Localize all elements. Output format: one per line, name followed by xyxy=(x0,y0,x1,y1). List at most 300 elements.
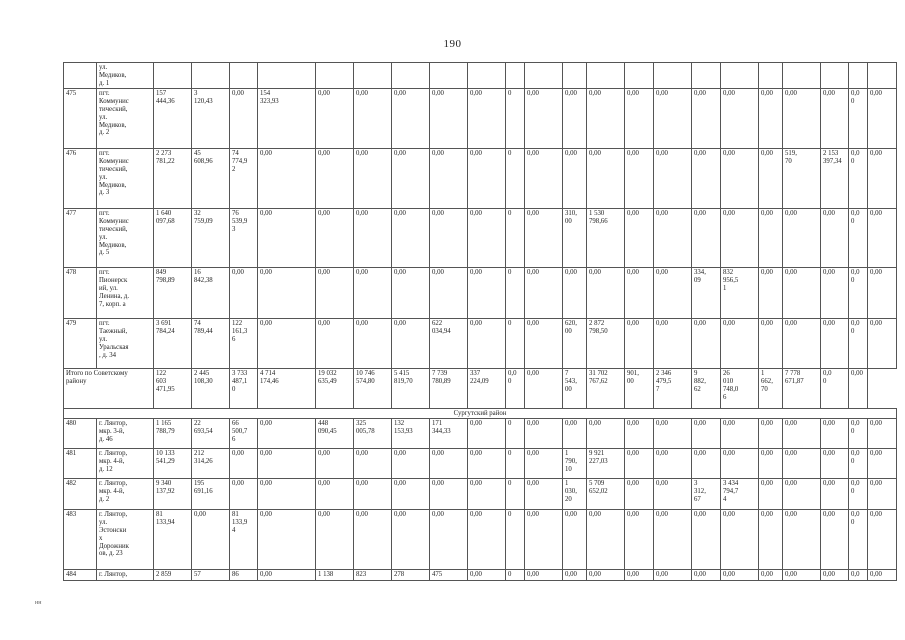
table-cell: 0,00 xyxy=(563,268,587,319)
table-cell: 0,0 0 xyxy=(506,369,525,409)
table-cell: 0,00 xyxy=(525,89,563,149)
table-cell: 0,00 xyxy=(821,449,849,479)
table-cell xyxy=(430,63,468,89)
table-cell: 0,00 xyxy=(721,419,759,449)
table-cell: 337 224,09 xyxy=(468,369,506,409)
table-cell: 57 xyxy=(192,570,230,581)
table-cell: 0,0 0 xyxy=(849,510,868,570)
table-cell: 0,00 xyxy=(721,449,759,479)
table-cell: 0,00 xyxy=(563,89,587,149)
table-cell: 0,00 xyxy=(692,570,721,581)
table-cell: 0,00 xyxy=(692,510,721,570)
table-cell xyxy=(506,63,525,89)
table-cell: 0,00 xyxy=(525,209,563,268)
table-cell: 157 444,36 xyxy=(154,89,192,149)
table-cell: 1 030, 20 xyxy=(563,479,587,510)
table-cell xyxy=(868,63,897,89)
table-cell: 0,00 xyxy=(759,319,783,369)
table-cell: 0,00 xyxy=(430,149,468,209)
table-row xyxy=(64,149,897,209)
table-cell: 0,00 xyxy=(316,479,354,510)
table-cell: 0,00 xyxy=(654,419,692,449)
table-cell: 0,00 xyxy=(392,149,430,209)
table-cell: 0,00 xyxy=(625,570,654,581)
table-cell: 0,00 xyxy=(354,89,392,149)
table-cell: 2 346 479,5 7 xyxy=(654,369,692,409)
table-cell: 278 xyxy=(392,570,430,581)
table-cell: 3 733 487,1 0 xyxy=(230,369,258,409)
table-cell: 0,00 xyxy=(692,319,721,369)
table-cell: 0,00 xyxy=(625,419,654,449)
table-cell: 0,00 xyxy=(654,268,692,319)
address-cell: г. Лянтор, мкр. 4-й, д. 2 xyxy=(97,479,154,510)
row-number: 484 xyxy=(64,570,97,581)
data-table xyxy=(63,62,897,581)
address-cell: ул. Медиков, д. 1 xyxy=(97,63,154,89)
table-row xyxy=(64,89,897,149)
table-cell: 0,00 xyxy=(258,419,316,449)
table-cell: 0,00 xyxy=(759,419,783,449)
table-cell: 0,00 xyxy=(230,89,258,149)
table-cell: 0,00 xyxy=(654,449,692,479)
table-cell: 0,00 xyxy=(392,479,430,510)
row-number: 479 xyxy=(64,319,97,369)
table-cell: 0,00 xyxy=(759,570,783,581)
table-cell: 0,00 xyxy=(821,479,849,510)
address-cell: пгт. Пионерск ий, ул. Ленина, д. 7, корп. а xyxy=(97,268,154,319)
table-cell: 0,00 xyxy=(868,570,897,581)
table-cell: 0,00 xyxy=(468,319,506,369)
table-cell: 7 739 780,89 xyxy=(430,369,468,409)
table-cell: 0,00 xyxy=(430,209,468,268)
table-cell: 0,00 xyxy=(868,89,897,149)
table-cell: 901, 00 xyxy=(625,369,654,409)
table-cell: 171 344,33 xyxy=(430,419,468,449)
table-cell: 0,00 xyxy=(759,89,783,149)
table-cell: 0,00 xyxy=(783,510,821,570)
table-cell: 0,00 xyxy=(316,449,354,479)
table-cell: 2 273 781,22 xyxy=(154,149,192,209)
table-cell: 0,00 xyxy=(563,419,587,449)
table-cell: 3 434 794,7 4 xyxy=(721,479,759,510)
table-cell: 0,0 0 xyxy=(849,419,868,449)
table-cell xyxy=(783,63,821,89)
table-cell: 0,00 xyxy=(783,209,821,268)
table-cell: 132 153,93 xyxy=(392,419,430,449)
table-cell: 0,00 xyxy=(563,570,587,581)
table-cell: 0,00 xyxy=(783,479,821,510)
table-cell: 0,00 xyxy=(821,570,849,581)
table-cell: 0,00 xyxy=(468,570,506,581)
table-cell: 2 872 798,50 xyxy=(587,319,625,369)
row-number: 481 xyxy=(64,449,97,479)
table-cell: 0,00 xyxy=(821,319,849,369)
table-cell: 0,00 xyxy=(821,209,849,268)
table-cell: 0,00 xyxy=(587,89,625,149)
row-number: 483 xyxy=(64,510,97,570)
table-cell: 0,0 0 xyxy=(849,149,868,209)
table-cell: 5 415 819,70 xyxy=(392,369,430,409)
table-cell: 0,00 xyxy=(354,268,392,319)
table-cell: 0 xyxy=(506,419,525,449)
table-cell: 0,00 xyxy=(258,479,316,510)
table-cell: 0,00 xyxy=(587,149,625,209)
table-cell xyxy=(849,63,868,89)
table-cell: 0,00 xyxy=(868,479,897,510)
table-cell: 2 153 397,34 xyxy=(821,149,849,209)
table-cell: 0,00 xyxy=(468,479,506,510)
table-row xyxy=(64,319,897,369)
table-cell: 0,00 xyxy=(759,510,783,570)
table-cell: 0,00 xyxy=(783,319,821,369)
section-heading: Сургутский район xyxy=(64,409,897,419)
row-number: 480 xyxy=(64,419,97,449)
table-cell: 7 543, 00 xyxy=(563,369,587,409)
footer-mark: нн xyxy=(35,600,42,606)
table-cell: 0,00 xyxy=(316,149,354,209)
table-cell: 0,00 xyxy=(258,510,316,570)
table-cell: 0,00 xyxy=(721,319,759,369)
table-cell: 1 138 xyxy=(316,570,354,581)
table-cell: 0,00 xyxy=(759,209,783,268)
table-cell: 0,00 xyxy=(759,268,783,319)
table-cell: 3 312, 67 xyxy=(692,479,721,510)
address-cell: пгт. Коммунис тический, ул. Медиков, д. 2 xyxy=(97,89,154,149)
page-number: 190 xyxy=(443,38,462,50)
table-cell: 10 133 541,29 xyxy=(154,449,192,479)
table-cell: 4 714 174,46 xyxy=(258,369,316,409)
table-cell: 0,00 xyxy=(258,449,316,479)
table-cell: 0,00 xyxy=(654,479,692,510)
table-cell: 0 xyxy=(506,149,525,209)
table-cell: 0,00 xyxy=(230,479,258,510)
table-cell xyxy=(563,63,587,89)
table-cell: 0,00 xyxy=(392,89,430,149)
table-cell: 0 xyxy=(506,89,525,149)
table-cell: 0,00 xyxy=(525,419,563,449)
table-cell: 0 xyxy=(506,319,525,369)
table-cell: 0,00 xyxy=(525,449,563,479)
table-cell: 0,00 xyxy=(468,510,506,570)
table-cell: 1 790, 10 xyxy=(563,449,587,479)
table-cell: 1 530 798,66 xyxy=(587,209,625,268)
table-cell: 0,0 xyxy=(849,570,868,581)
table-cell: 0,00 xyxy=(821,510,849,570)
table-cell: 0,0 0 xyxy=(849,89,868,149)
table-cell xyxy=(587,63,625,89)
table-cell: 334, 09 xyxy=(692,268,721,319)
table-cell: 832 956,5 1 xyxy=(721,268,759,319)
table-cell: 31 702 767,62 xyxy=(587,369,625,409)
table-cell xyxy=(525,63,563,89)
table-cell: 0,00 xyxy=(354,479,392,510)
address-cell: г. Лянтор, ул. Эстонски х Дорожник ов, д. 23 xyxy=(97,510,154,570)
table-cell: 0,00 xyxy=(625,209,654,268)
table-cell: 10 746 574,80 xyxy=(354,369,392,409)
table-cell: 19 032 635,49 xyxy=(316,369,354,409)
table-cell: 0,00 xyxy=(587,510,625,570)
row-number: 478 xyxy=(64,268,97,319)
table-cell: 7 778 671,87 xyxy=(783,369,821,409)
table-cell: 0,00 xyxy=(654,149,692,209)
table-cell: 0,00 xyxy=(625,510,654,570)
table-cell xyxy=(654,63,692,89)
table-cell: 0,00 xyxy=(721,510,759,570)
table-cell: 0,00 xyxy=(525,268,563,319)
table-cell: 0,00 xyxy=(783,570,821,581)
table-cell: 122 603 471,95 xyxy=(154,369,192,409)
table-cell: 0,00 xyxy=(625,479,654,510)
address-cell: пгт. Коммунис тический, ул. Медиков, д. 5 xyxy=(97,209,154,268)
table-cell: 0,00 xyxy=(392,209,430,268)
table-cell: 0,00 xyxy=(525,149,563,209)
table-cell: 0,00 xyxy=(721,149,759,209)
row-number xyxy=(64,63,97,89)
row-number: 475 xyxy=(64,89,97,149)
address-cell: г. Лянтор, мкр. 4-й, д. 12 xyxy=(97,449,154,479)
table-cell: 0,00 xyxy=(721,209,759,268)
table-cell: 0,00 xyxy=(868,449,897,479)
table-cell: 81 133,9 4 xyxy=(230,510,258,570)
table-cell: 9 921 227,03 xyxy=(587,449,625,479)
table-cell: 0,00 xyxy=(430,89,468,149)
table-cell: 22 693,54 xyxy=(192,419,230,449)
table-cell: 0,00 xyxy=(430,268,468,319)
table-cell: 0,00 xyxy=(849,369,868,409)
table-cell: 0,00 xyxy=(783,268,821,319)
table-cell: 0,00 xyxy=(625,89,654,149)
table-cell: 3 691 784,24 xyxy=(154,319,192,369)
table-cell xyxy=(625,63,654,89)
table-cell: 0,00 xyxy=(354,319,392,369)
table-row xyxy=(64,570,897,581)
table-cell: 0,00 xyxy=(563,149,587,209)
row-number: 482 xyxy=(64,479,97,510)
table-cell: 0,00 xyxy=(525,570,563,581)
table-cell xyxy=(316,63,354,89)
table-cell: 5 709 652,02 xyxy=(587,479,625,510)
table-cell: 0,0 0 xyxy=(849,479,868,510)
table-cell: 0,00 xyxy=(759,449,783,479)
table-cell: 0,00 xyxy=(625,449,654,479)
table-row xyxy=(64,63,897,89)
table-cell: 0,00 xyxy=(525,319,563,369)
table-cell: 0,00 xyxy=(468,209,506,268)
table-cell xyxy=(192,63,230,89)
table-cell xyxy=(392,63,430,89)
table-cell: 0,00 xyxy=(868,510,897,570)
table-cell: 0,00 xyxy=(868,319,897,369)
table-cell: 74 789,44 xyxy=(192,319,230,369)
table-cell: 0,00 xyxy=(354,209,392,268)
table-cell: 0,00 xyxy=(430,510,468,570)
table-cell: 0,00 xyxy=(654,319,692,369)
table-cell: 0,00 xyxy=(625,319,654,369)
table-cell: 0 xyxy=(506,510,525,570)
table-cell: 0,00 xyxy=(692,449,721,479)
table-cell: 0,00 xyxy=(354,510,392,570)
table-cell: 0,00 xyxy=(783,449,821,479)
table-row xyxy=(64,449,897,479)
table-cell: 16 842,38 xyxy=(192,268,230,319)
table-cell: 0,00 xyxy=(525,479,563,510)
table-cell: 0,0 0 xyxy=(849,319,868,369)
table-cell: 0,00 xyxy=(430,449,468,479)
table-cell: 0,00 xyxy=(258,570,316,581)
table-cell: 0,00 xyxy=(721,89,759,149)
table-cell: 0,00 xyxy=(692,209,721,268)
table-cell: 0,00 xyxy=(258,319,316,369)
table-cell: 519, 70 xyxy=(783,149,821,209)
table-cell: 9 340 137,92 xyxy=(154,479,192,510)
table-cell: 0,00 xyxy=(392,319,430,369)
table-cell: 0,00 xyxy=(525,369,563,409)
table-cell xyxy=(354,63,392,89)
table-cell: 0,00 xyxy=(587,268,625,319)
table-cell: 74 774,9 2 xyxy=(230,149,258,209)
table-cell: 0,00 xyxy=(587,570,625,581)
table-cell: 849 798,89 xyxy=(154,268,192,319)
table-cell: 45 608,96 xyxy=(192,149,230,209)
table-cell: 3 120,43 xyxy=(192,89,230,149)
table-cell: 0,00 xyxy=(468,419,506,449)
table-cell: 0,0 0 xyxy=(849,209,868,268)
table-cell: 0,00 xyxy=(468,268,506,319)
table-cell: 0,00 xyxy=(868,268,897,319)
table-cell: 0,00 xyxy=(868,149,897,209)
table-cell xyxy=(258,63,316,89)
table-cell: 2 859 xyxy=(154,570,192,581)
table-cell: 76 539,9 3 xyxy=(230,209,258,268)
table-cell: 0,00 xyxy=(430,479,468,510)
table-cell: 0,00 xyxy=(392,449,430,479)
table-cell: 0,00 xyxy=(258,268,316,319)
table-cell: 32 759,09 xyxy=(192,209,230,268)
table-cell: 620, 00 xyxy=(563,319,587,369)
table-cell: 0,00 xyxy=(868,209,897,268)
table-cell: 0,00 xyxy=(587,419,625,449)
row-number: 477 xyxy=(64,209,97,268)
row-number: 476 xyxy=(64,149,97,209)
table-cell: 9 882, 62 xyxy=(692,369,721,409)
section-row xyxy=(64,409,897,419)
table-cell: 0 xyxy=(506,268,525,319)
table-cell: 0,00 xyxy=(821,419,849,449)
table-cell: 0,00 xyxy=(654,570,692,581)
table-cell xyxy=(230,63,258,89)
table-cell: 0,00 xyxy=(192,510,230,570)
table-cell: 0,00 xyxy=(316,510,354,570)
address-cell: г. Лянтор, мкр. 3-й, д. 46 xyxy=(97,419,154,449)
table-cell: 0,00 xyxy=(468,149,506,209)
table-cell: 310, 00 xyxy=(563,209,587,268)
table-row xyxy=(64,479,897,510)
address-cell: пгт. Коммунис тический, ул. Медиков, д. 3 xyxy=(97,149,154,209)
table-cell: 448 090,45 xyxy=(316,419,354,449)
table-cell: 0,0 0 xyxy=(821,369,849,409)
table-cell: 0,00 xyxy=(230,449,258,479)
table-cell: 0,00 xyxy=(392,268,430,319)
table-cell: 0,00 xyxy=(821,89,849,149)
table-cell: 0,00 xyxy=(354,149,392,209)
table-cell: 0,00 xyxy=(230,268,258,319)
table-cell: 0,00 xyxy=(468,89,506,149)
table-cell: 0,00 xyxy=(563,510,587,570)
table-cell: 0 xyxy=(506,479,525,510)
table-cell: 0,00 xyxy=(354,449,392,479)
table-cell: 0,00 xyxy=(316,268,354,319)
table-cell: 2 445 108,30 xyxy=(192,369,230,409)
table-cell: 86 xyxy=(230,570,258,581)
table-cell: 122 161,3 6 xyxy=(230,319,258,369)
total-row xyxy=(64,369,897,409)
table-cell: 66 500,7 6 xyxy=(230,419,258,449)
table-cell xyxy=(468,63,506,89)
table-cell xyxy=(154,63,192,89)
table-cell: 0,00 xyxy=(258,209,316,268)
table-cell: 0,0 0 xyxy=(849,268,868,319)
table-cell: 1 662, 70 xyxy=(759,369,783,409)
table-cell: 0,00 xyxy=(692,149,721,209)
table-cell: 0,00 xyxy=(692,89,721,149)
table-cell: 0,00 xyxy=(759,479,783,510)
table-cell: 475 xyxy=(430,570,468,581)
total-label: Итого по Советскому району xyxy=(64,369,154,409)
table-row xyxy=(64,209,897,268)
table-row xyxy=(64,268,897,319)
table-cell: 0,00 xyxy=(868,419,897,449)
address-cell: г. Лянтор, xyxy=(97,570,154,581)
table-cell xyxy=(692,63,721,89)
table-cell: 154 323,93 xyxy=(258,89,316,149)
table-cell: 622 034,94 xyxy=(430,319,468,369)
table-cell: 0,00 xyxy=(625,149,654,209)
table-cell xyxy=(721,63,759,89)
table-row xyxy=(64,510,897,570)
table-cell: 212 314,26 xyxy=(192,449,230,479)
table-row xyxy=(64,419,897,449)
table-cell: 0,00 xyxy=(783,89,821,149)
table-cell xyxy=(759,63,783,89)
table-cell: 195 691,16 xyxy=(192,479,230,510)
table-cell: 26 010 748,0 6 xyxy=(721,369,759,409)
table-cell: 0,00 xyxy=(783,419,821,449)
table-cell: 1 640 097,68 xyxy=(154,209,192,268)
table-cell: 0,00 xyxy=(821,268,849,319)
table-cell: 0,00 xyxy=(525,510,563,570)
address-cell: пгт. Таежный, ул. Уральская , д. 34 xyxy=(97,319,154,369)
table-cell: 0,00 xyxy=(316,89,354,149)
table-cell: 0,00 xyxy=(692,419,721,449)
table-cell: 0,00 xyxy=(392,510,430,570)
table-cell: 0,00 xyxy=(468,449,506,479)
table-cell: 0,0 0 xyxy=(849,449,868,479)
table-cell: 0,00 xyxy=(759,149,783,209)
table-cell: 0 xyxy=(506,209,525,268)
table-cell: 0,00 xyxy=(654,89,692,149)
table-cell xyxy=(821,63,849,89)
table-cell: 1 165 788,79 xyxy=(154,419,192,449)
table-cell: 0 xyxy=(506,570,525,581)
table-cell: 325 005,78 xyxy=(354,419,392,449)
table-cell: 0,00 xyxy=(316,319,354,369)
table-cell: 0,00 xyxy=(258,149,316,209)
table-cell: 0 xyxy=(506,449,525,479)
table-cell: 0,00 xyxy=(654,510,692,570)
table-cell: 81 133,94 xyxy=(154,510,192,570)
table-cell: 0,00 xyxy=(654,209,692,268)
table-cell: 823 xyxy=(354,570,392,581)
